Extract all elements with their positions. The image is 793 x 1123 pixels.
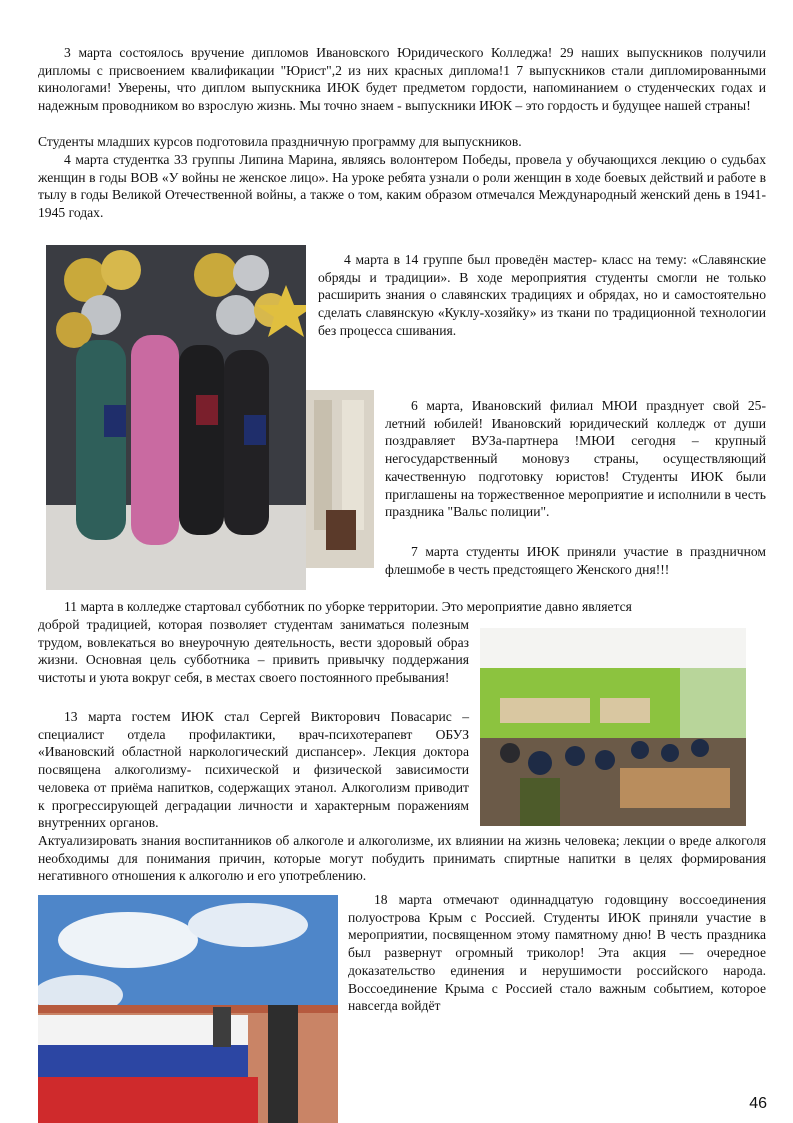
paragraph-flashmob: 7 марта студенты ИЮК приняли участие в праздничном флешмобе в честь предстоящего Женского дня!!!	[385, 544, 766, 577]
graduation-photo	[46, 245, 306, 590]
paragraph-junior-program: Студенты младших курсов подготовила праздничную программу для выпускников.	[38, 134, 522, 149]
paragraph-women-lecture: 4 марта студентка 33 группы Липина Марина, являясь волонтером Победы, провела у обучающихся лекцию о судьбах женщин в годы ВОВ «У войны не женское лицо». На уроке ребята узнали о роли женщин в ходе боевых действий и работе в тылу в годы Великой Отечественной войны, а также о том, каким образом отмечался Международный женский день в 1941-1945 годах.	[38, 152, 766, 221]
paragraph-anniversary: 6 марта, Ивановский филиал МЮИ празднует свой 25-летний юбилей! Ивановский юридический колледж от души поздравляет ВУЗа-партнера !МЮИ сегодня – крупный негосударственный моновуз страны, осуществляющий качественную подготовку юристов! Студенты ИЮК были приглашены на торжественное мероприятие и исполнили в честь праздника "Вальс полиции".	[385, 398, 766, 520]
hall-photo	[306, 390, 374, 568]
paragraph-lecture-alcohol-cont: Актуализировать знания воспитанников об алкоголе и алкоголизме, их влиянии на жизнь человека; лекции о вреде алкоголя необходимы для понимания причин, которые могут побудить принимать спиртные напитки в целях формирования негативного отношения к алкоголю и его употреблению.	[38, 833, 766, 884]
tricolor-photo	[38, 895, 338, 1123]
lecture-classroom-photo	[480, 628, 746, 826]
paragraph-slavic-workshop: 4 марта в 14 группе был проведён мастер- класс на тему: «Славянские обряды и традиции». В ходе мероприятия студенты смогли не только расширить знания о славянских традициях и обрядах, но и самостоятельно сделать славянскую «Куклу-хозяйку» из ткани по традиционной технологии без процесса сшивания.	[318, 252, 766, 338]
paragraph-cleanup-lead: 11 марта в колледже стартовал субботник по уборке территории. Это мероприятие давно является	[64, 599, 632, 614]
paragraph-lecture-alcohol: 13 марта гостем ИЮК стал Сергей Викторович Повасарис – специалист отдела профилактики, врач-психотерапевт ОБУЗ «Ивановский областной наркологический диспансер». Лекция доктора посвящена алкоголизму- психической и физической зависимости человека от приёма напитков, содержащих этанол. Алкоголизм приводит к прогрессирующей деградации личности и характерным поражениям внутренних органов.	[38, 709, 469, 831]
paragraph-cleanup: доброй традицией, которая позволяет студентам заниматься полезным трудом, вовлекаться во внеурочную деятельность, вести здоровый образ жизни. Основная цель субботника – привить привычку поддержания чистоты и уюта вокруг себя, в местах своего постоянного пребывания!	[38, 617, 469, 686]
page-number: 46	[749, 1095, 767, 1112]
paragraph-crimea: 18 марта отмечают одиннадцатую годовщину воссоединения полуострова Крым с Россией. Студенты ИЮК приняли участие в мероприятии, посвященном этому памятному дню! В честь праздника был развернут огромный триколор! Эта акция — очередное доказательство единения и нерушимости российского народа. Воссоединение Крыма с Россией стало важным событием, которое навсегда войдёт	[348, 892, 766, 1014]
paragraph-diplomas: 3 марта состоялось вручение дипломов Ивановского Юридического Колледжа! 29 наших выпускников получили дипломы с присвоением квалификации "Юрист",2 из них красных диплома!1 7 выпускников стали дипломированными кинологами! Уверены, что диплом выпускника ИЮК будет предметом гордости, напоминанием о студенческих годах и надежным проводником во взрослую жизнь. Мы точно знаем - выпускники ИЮК – это гордость и будущее нашей страны!	[38, 45, 766, 114]
